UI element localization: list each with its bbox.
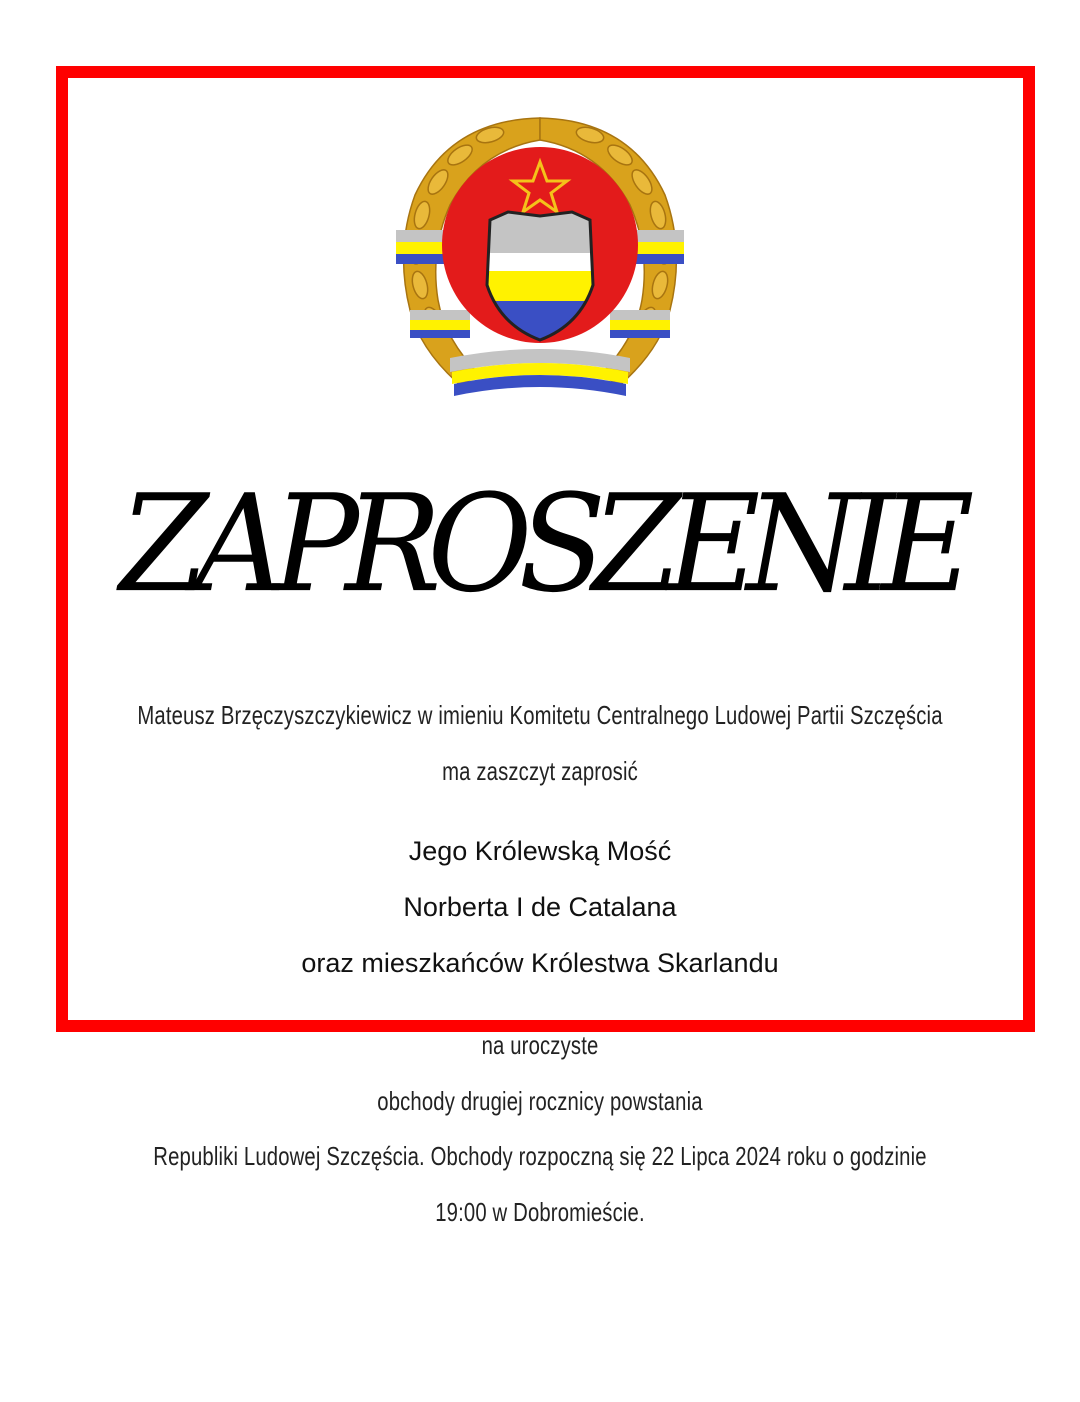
state-emblem xyxy=(390,100,690,406)
intro-line-1: Mateusz Brzęczyszczykiewicz w imieniu Komitetu Centralnego Ludowej Partii Szczęścia xyxy=(137,700,943,730)
details-line-1: na uroczyste xyxy=(481,1030,599,1060)
details-line-4: 19:00 w Dobromieście. xyxy=(435,1197,645,1227)
guest-line-3: oraz mieszkańców Królestwa Skarlandu xyxy=(301,948,779,978)
intro-line-2: ma zaszczyt zaprosić xyxy=(442,756,638,786)
guest-line-2: Norberta I de Catalana xyxy=(403,892,677,922)
details-line-2: obchody drugiej rocznicy powstania xyxy=(377,1086,703,1116)
guest-line-1: Jego Królewską Mość xyxy=(408,836,672,866)
invitation-title: ZAPROSZENIE xyxy=(119,466,961,623)
details-line-3: Republiki Ludowej Szczęścia. Obchody rozpoczną się 22 Lipca 2024 roku o godzinie xyxy=(153,1141,927,1171)
